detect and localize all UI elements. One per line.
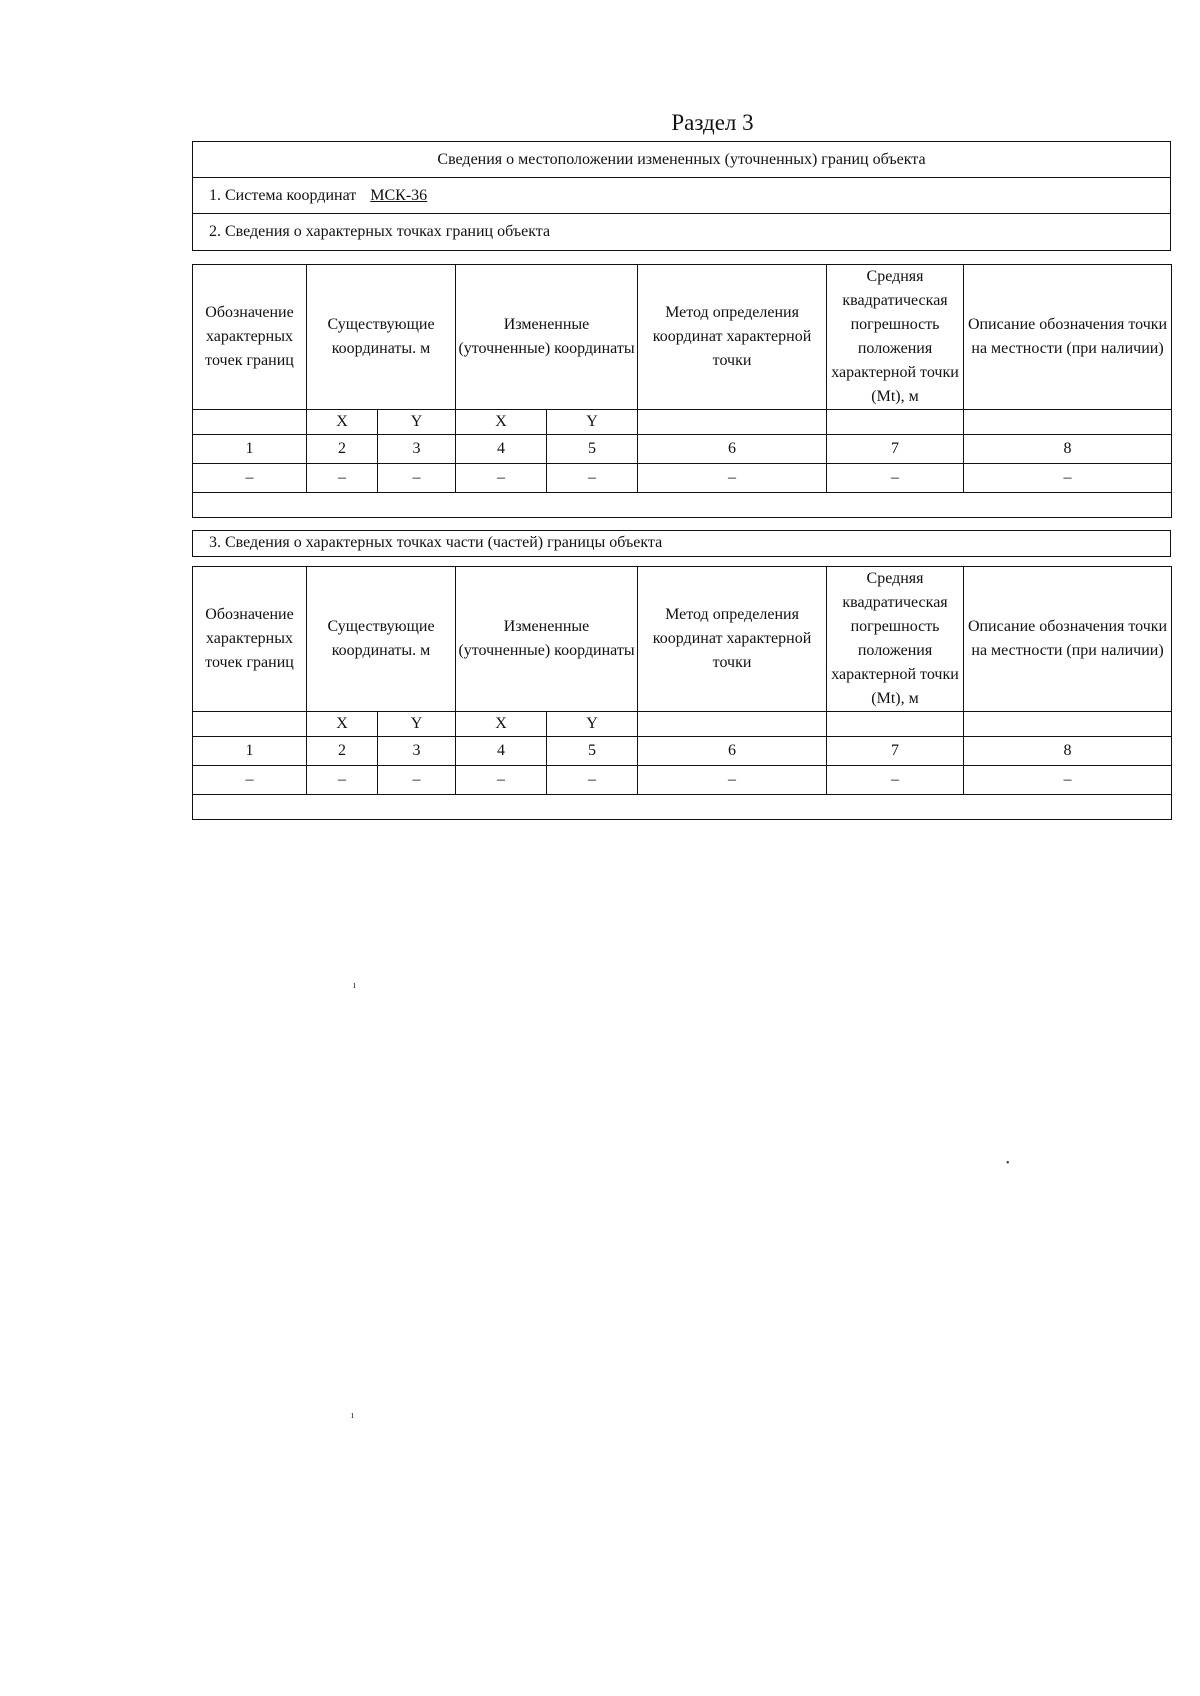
column-number: 1: [193, 737, 307, 766]
xy-blank: [638, 410, 827, 435]
column-number: 4: [456, 737, 547, 766]
table-row: [193, 435, 1172, 464]
section-title: Раздел 3: [671, 110, 754, 135]
column-number: 6: [638, 435, 827, 464]
column-number: 1: [193, 435, 307, 464]
table-cell: –: [193, 464, 307, 493]
column-number: 7: [827, 737, 964, 766]
header-existing-coords: Существующие координаты. м: [307, 265, 456, 410]
table-empty-row: [193, 493, 1172, 518]
part-points-heading: 3. Сведения о характерных точках части (частей) границы объекта: [192, 530, 1171, 557]
table-cell: –: [964, 464, 1172, 493]
table-cell: –: [456, 766, 547, 795]
table-row: [193, 737, 1172, 766]
points-heading: 2. Сведения о характерных точках границ объекта: [209, 223, 551, 240]
x-label: X: [307, 410, 378, 435]
xy-blank: [964, 712, 1172, 737]
table-row: [193, 464, 1172, 493]
column-number: 7: [827, 435, 964, 464]
column-number: 6: [638, 737, 827, 766]
column-number: 5: [547, 737, 638, 766]
header-description: Описание обозначения точки на местности (при наличии): [964, 567, 1172, 712]
header-mean-error: Средняя квадратическая погрешность положения характерной точки (Mt), м: [827, 265, 964, 410]
table-cell: –: [456, 464, 547, 493]
column-number: 3: [378, 737, 456, 766]
column-number: 4: [456, 435, 547, 464]
column-number: 8: [964, 737, 1172, 766]
header-method: Метод определения координат характерной точки: [638, 265, 827, 410]
table-cell: –: [827, 464, 964, 493]
table-cell: –: [307, 766, 378, 795]
xy-blank: [193, 410, 307, 435]
header-changed-coords: Измененные (уточненные) координаты: [456, 265, 638, 410]
boundaries-heading: Сведения о местоположении измененных (уточненных) границ объекта: [193, 142, 1170, 178]
xy-blank: [827, 410, 964, 435]
table-empty-cell: [193, 493, 1172, 518]
header-description: Описание обозначения точки на местности (при наличии): [964, 265, 1172, 410]
table-cell: –: [547, 766, 638, 795]
xy-blank: [193, 712, 307, 737]
x-label: X: [456, 410, 547, 435]
x-label: X: [456, 712, 547, 737]
xy-blank: [964, 410, 1172, 435]
header-changed-coords: Измененные (уточненные) координаты: [456, 567, 638, 712]
table-cell: –: [827, 766, 964, 795]
coordinate-system-value: МСК-36: [370, 187, 428, 204]
table-cell: –: [307, 464, 378, 493]
column-number: 2: [307, 737, 378, 766]
coordinate-system-label: 1. Система координат: [209, 187, 357, 204]
y-label: Y: [378, 410, 456, 435]
header-mean-error: Средняя квадратическая погрешность положения характерной точки (Mt), м: [827, 567, 964, 712]
column-number: 3: [378, 435, 456, 464]
xy-blank: [638, 712, 827, 737]
scan-speck: ı: [353, 980, 356, 991]
table-header-row: [193, 265, 1172, 410]
table-xy-row: [193, 410, 1172, 435]
table-cell: –: [378, 766, 456, 795]
scan-speck: ı: [351, 1410, 354, 1421]
table-empty-cell: [193, 795, 1172, 820]
part-boundary-points-table: [192, 566, 1172, 820]
header-method: Метод определения координат характерной точки: [638, 567, 827, 712]
table-cell: –: [638, 766, 827, 795]
table-cell: –: [378, 464, 456, 493]
coordinate-system-row: [193, 178, 1170, 214]
table-xy-row: [193, 712, 1172, 737]
header-existing-coords: Существующие координаты. м: [307, 567, 456, 712]
table-cell: –: [964, 766, 1172, 795]
column-number: 8: [964, 435, 1172, 464]
boundary-points-table: [192, 264, 1172, 518]
column-number: 5: [547, 435, 638, 464]
header-point-designation: Обозначение характерных точек границ: [193, 567, 307, 712]
scan-speck: •: [1006, 1158, 1010, 1169]
table-cell: –: [638, 464, 827, 493]
table-cell: –: [547, 464, 638, 493]
xy-blank: [827, 712, 964, 737]
column-number: 2: [307, 435, 378, 464]
x-label: X: [307, 712, 378, 737]
object-boundaries-header: [192, 141, 1171, 251]
table-empty-row: [193, 795, 1172, 820]
table-cell: –: [193, 766, 307, 795]
header-point-designation: Обозначение характерных точек границ: [193, 265, 307, 410]
y-label: Y: [547, 410, 638, 435]
y-label: Y: [378, 712, 456, 737]
y-label: Y: [547, 712, 638, 737]
table-row: [193, 766, 1172, 795]
table-header-row: [193, 567, 1172, 712]
